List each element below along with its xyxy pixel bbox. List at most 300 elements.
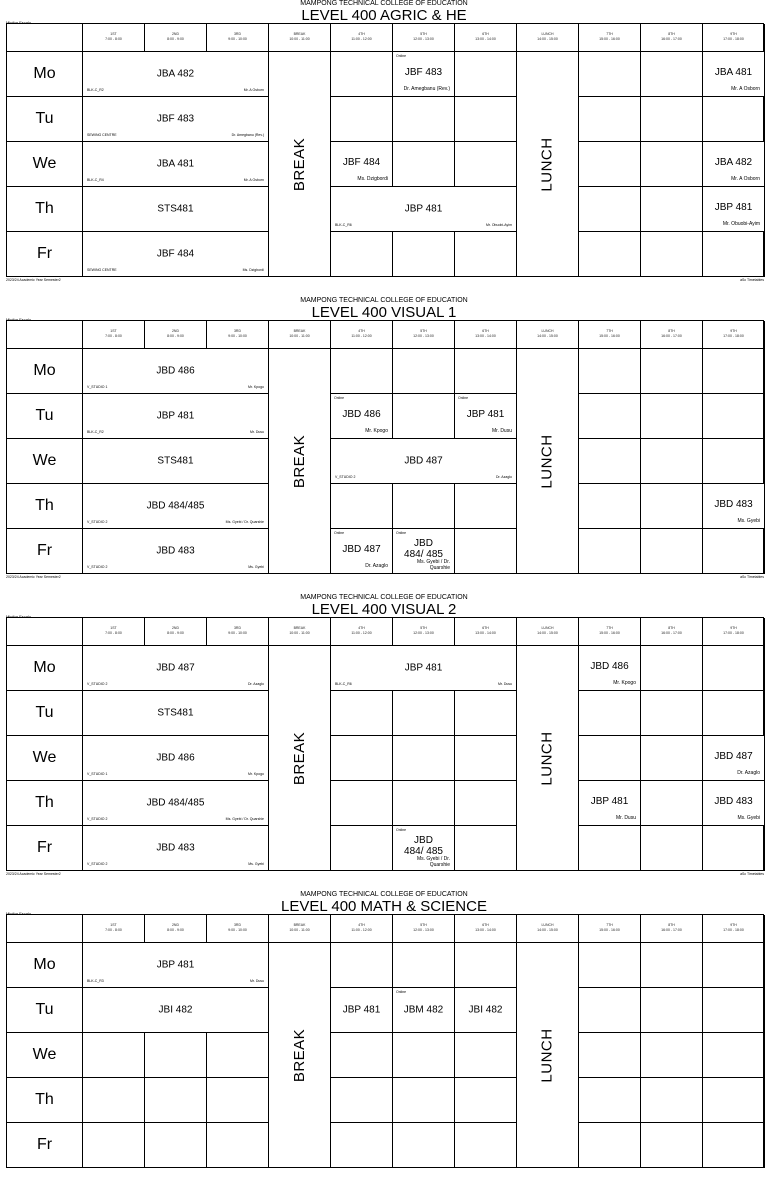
empty-slot [641, 646, 703, 691]
empty-slot [393, 142, 455, 187]
period-name: 6TH [482, 329, 489, 333]
timetable-section [0, 0, 768, 297]
period-header [455, 618, 517, 646]
lesson-room: V_STUDIO 2 [87, 565, 108, 569]
period-header [207, 915, 269, 943]
lesson-subject: JBP 481 [404, 662, 443, 674]
period-header [83, 618, 145, 646]
period-header [703, 24, 765, 52]
period-name: 5TH [420, 626, 427, 630]
period-name: 3RD [233, 923, 241, 927]
period-name: 3RD [233, 626, 241, 630]
lesson-subject: JBF 484 [156, 248, 195, 260]
lesson-room: BLK-C_R2 [87, 430, 104, 434]
period-name: 9TH [730, 626, 737, 630]
lesson-cell [83, 142, 269, 187]
lesson-room: BLK-C_R6 [335, 223, 352, 227]
lunch-column [517, 646, 579, 871]
empty-slot [703, 691, 765, 736]
break-column-label: BREAK [290, 434, 308, 488]
empty-slot [641, 736, 703, 781]
empty-slot [331, 232, 393, 277]
lesson-teacher: Mr. Dusu [491, 428, 512, 434]
empty-slot [331, 1123, 393, 1168]
online-badge: Online [396, 828, 407, 832]
lesson-room: BLK-C_R2 [87, 88, 104, 92]
corner-cell [7, 24, 83, 52]
period-name: 8TH [668, 923, 675, 927]
lesson-subject: JBD 483 [714, 499, 753, 510]
lesson-teacher: Dr. Azaglo [365, 563, 388, 569]
empty-slot [393, 943, 455, 988]
empty-slot [331, 691, 393, 736]
lesson-teacher: Ms. Gyebi [737, 815, 760, 821]
period-header [331, 915, 393, 943]
period-time: 8:00 - 9:00 [167, 928, 184, 932]
footer-academic-year: 2023/24 Academic Year Semester2 [6, 278, 61, 282]
lesson-subject: JBD 486 [156, 752, 195, 764]
day-cell: Mo [7, 646, 83, 691]
lesson-room: V_STUDIO 2 [335, 475, 356, 479]
empty-slot [703, 646, 765, 691]
lesson-cell [455, 988, 517, 1033]
empty-slot [703, 943, 765, 988]
period-header [703, 618, 765, 646]
period-header [641, 618, 703, 646]
period-header [455, 915, 517, 943]
empty-slot [83, 1078, 145, 1123]
lesson-cell [331, 529, 393, 574]
empty-slot [703, 97, 765, 142]
period-name: 9TH [730, 923, 737, 927]
college-name: MAMPONG TECHNICAL COLLEGE OF EDUCATION [300, 594, 468, 601]
day-cell: Mo [7, 52, 83, 97]
empty-slot [145, 1078, 207, 1123]
period-time: 11:00 - 12:00 [351, 37, 372, 41]
period-time: 17:00 - 18:00 [723, 37, 744, 41]
empty-slot [331, 52, 393, 97]
lunch-column [517, 52, 579, 277]
timetable-title: LEVEL 400 VISUAL 1 [311, 304, 457, 321]
empty-slot [579, 232, 641, 277]
empty-slot [703, 439, 765, 484]
lesson-subject: JBD 484/ 485 [404, 538, 443, 560]
empty-slot [455, 232, 517, 277]
lunch-column [517, 943, 579, 1168]
lesson-teacher: Dr. Azaglo [496, 475, 512, 479]
period-name: LUNCH [541, 626, 554, 630]
lesson-teacher: Mr. Dusu [497, 682, 512, 686]
lesson-cell [331, 439, 517, 484]
period-header [145, 321, 207, 349]
period-header [145, 618, 207, 646]
timetable-title: LEVEL 400 VISUAL 2 [311, 601, 457, 618]
empty-slot [455, 736, 517, 781]
lesson-cell [393, 52, 455, 97]
lesson-cell [579, 646, 641, 691]
empty-slot [331, 1078, 393, 1123]
period-name: 1ST [110, 329, 117, 333]
empty-slot [455, 1078, 517, 1123]
online-badge: Online [334, 396, 345, 400]
empty-slot [641, 232, 703, 277]
lesson-teacher: Mr. Kpogo [248, 385, 264, 389]
empty-slot [703, 1033, 765, 1078]
lesson-subject: JBD 483 [156, 545, 195, 557]
period-header [393, 24, 455, 52]
footer-generator: aSc Timetables [740, 872, 764, 876]
timetable-section [0, 297, 768, 594]
timetable-section [0, 891, 768, 1188]
lesson-cell [83, 484, 269, 529]
period-time: 11:00 - 12:00 [351, 928, 372, 932]
lesson-subject: JBD 484/485 [146, 500, 205, 512]
period-name: 4TH [358, 626, 365, 630]
online-badge: Online [396, 990, 407, 994]
lesson-teacher: Mr. Kpogo [248, 772, 264, 776]
break-column-label: BREAK [290, 137, 308, 191]
lunch-column-label: LUNCH [539, 433, 556, 489]
period-time: 10:00 - 11:00 [289, 928, 310, 932]
period-header [703, 321, 765, 349]
period-name: 6TH [482, 923, 489, 927]
period-name: 1ST [110, 32, 117, 36]
period-header [207, 24, 269, 52]
period-time: 9:00 - 10:00 [228, 334, 247, 338]
lesson-teacher: Ms. Gyebi [737, 518, 760, 524]
lesson-teacher: Mr. A Osborn [243, 88, 264, 92]
school-label: Mintha Escalo [6, 614, 32, 619]
empty-slot [207, 1078, 269, 1123]
period-header [207, 321, 269, 349]
lesson-room: V_STUDIO 2 [87, 520, 108, 524]
lesson-cell [83, 394, 269, 439]
period-time: 9:00 - 10:00 [228, 928, 247, 932]
period-header [331, 24, 393, 52]
lesson-subject: JBA 482 [714, 157, 753, 168]
lunch-column-label: LUNCH [539, 136, 556, 192]
lesson-subject: JBD 486 [342, 409, 381, 420]
empty-slot [393, 97, 455, 142]
day-cell: Mo [7, 349, 83, 394]
empty-slot [331, 736, 393, 781]
footer-generator: aSc Timetables [740, 575, 764, 579]
empty-slot [579, 394, 641, 439]
period-time: 11:00 - 12:00 [351, 631, 372, 635]
empty-slot [331, 484, 393, 529]
lesson-subject: JBP 481 [590, 796, 629, 807]
period-time: 17:00 - 18:00 [723, 334, 744, 338]
day-cell: Th [7, 781, 83, 826]
period-header [393, 321, 455, 349]
period-time: 17:00 - 18:00 [723, 928, 744, 932]
period-header [331, 321, 393, 349]
period-time: 15:00 - 16:00 [599, 334, 620, 338]
period-header [145, 24, 207, 52]
lesson-teacher: Dr. Azaglo [248, 682, 264, 686]
empty-slot [455, 484, 517, 529]
empty-slot [641, 988, 703, 1033]
period-name: 3RD [233, 329, 241, 333]
empty-slot [641, 1033, 703, 1078]
day-cell: Tu [7, 988, 83, 1033]
period-time: 15:00 - 16:00 [599, 37, 620, 41]
empty-slot [641, 529, 703, 574]
empty-slot [331, 826, 393, 871]
period-header [641, 321, 703, 349]
break-column [269, 943, 331, 1168]
empty-slot [331, 97, 393, 142]
empty-slot [641, 691, 703, 736]
lesson-room: BLK-C_R6 [335, 682, 352, 686]
period-name: 7TH [606, 32, 613, 36]
day-cell: Th [7, 484, 83, 529]
period-time: 14:00 - 15:00 [537, 37, 558, 41]
lesson-cell [83, 988, 269, 1033]
empty-slot [579, 349, 641, 394]
lesson-cell [83, 781, 269, 826]
empty-slot [455, 349, 517, 394]
period-header [579, 618, 641, 646]
period-header [331, 618, 393, 646]
period-time: 16:00 - 17:00 [661, 37, 682, 41]
lesson-cell [579, 781, 641, 826]
day-cell: Fr [7, 1123, 83, 1168]
empty-slot [393, 691, 455, 736]
empty-slot [641, 142, 703, 187]
empty-slot [579, 52, 641, 97]
lesson-subject: JBD 483 [714, 796, 753, 807]
period-header [641, 24, 703, 52]
empty-slot [393, 349, 455, 394]
footer-generator: aSc Timetables [740, 278, 764, 282]
period-header [517, 24, 579, 52]
online-badge: Online [458, 396, 469, 400]
lesson-subject: JBM 482 [403, 1004, 444, 1016]
lesson-subject: JBA 482 [156, 68, 195, 80]
period-name: 8TH [668, 626, 675, 630]
empty-slot [455, 781, 517, 826]
lesson-cell [331, 646, 517, 691]
period-name: LUNCH [541, 329, 554, 333]
day-cell: We [7, 1033, 83, 1078]
period-name: 6TH [482, 32, 489, 36]
period-time: 10:00 - 11:00 [289, 631, 310, 635]
lesson-teacher: Ms. Gyebi / Dr. Quarshie [225, 520, 264, 524]
period-time: 13:00 - 14:00 [475, 631, 496, 635]
empty-slot [393, 394, 455, 439]
period-name: 2ND [171, 923, 179, 927]
period-time: 16:00 - 17:00 [661, 928, 682, 932]
timetable-title: LEVEL 400 MATH & SCIENCE [281, 898, 487, 915]
period-time: 14:00 - 15:00 [537, 631, 558, 635]
lesson-cell [703, 781, 765, 826]
period-header [269, 24, 331, 52]
lunch-column-label: LUNCH [539, 730, 556, 786]
period-name: 4TH [358, 923, 365, 927]
online-badge: Online [396, 54, 407, 58]
lesson-cell [83, 826, 269, 871]
lesson-teacher: Mr. A Osborn [731, 86, 760, 92]
lesson-cell [83, 97, 269, 142]
period-name: 2ND [171, 32, 179, 36]
period-time: 14:00 - 15:00 [537, 928, 558, 932]
lesson-cell [331, 187, 517, 232]
lesson-subject: JBP 481 [714, 202, 753, 213]
empty-slot [455, 142, 517, 187]
period-header [269, 915, 331, 943]
lesson-teacher: Mr. Dusu [615, 815, 636, 821]
period-name: 5TH [420, 329, 427, 333]
day-cell: Mo [7, 943, 83, 988]
online-badge: Online [396, 531, 407, 535]
lesson-cell [331, 142, 393, 187]
period-time: 16:00 - 17:00 [661, 631, 682, 635]
period-name: BREAK [293, 32, 306, 36]
lesson-cell [703, 187, 765, 232]
empty-slot [331, 1033, 393, 1078]
lesson-cell [83, 52, 269, 97]
footer-academic-year: 2023/24 Academic Year Semester2 [6, 575, 61, 579]
lesson-subject: JBA 481 [714, 67, 753, 78]
period-name: LUNCH [541, 923, 554, 927]
period-name: 9TH [730, 32, 737, 36]
lesson-teacher: Mr. Kpogo [365, 428, 388, 434]
period-time: 9:00 - 10:00 [228, 37, 247, 41]
lesson-subject: JBF 483 [404, 67, 443, 78]
empty-slot [455, 1123, 517, 1168]
lesson-subject: STS481 [157, 203, 194, 215]
lesson-subject: STS481 [157, 707, 194, 719]
lesson-subject: JBD 483 [156, 842, 195, 854]
lesson-teacher: Ms. Gyebi [248, 862, 264, 866]
empty-slot [393, 781, 455, 826]
period-time: 8:00 - 9:00 [167, 37, 184, 41]
period-name: BREAK [293, 329, 306, 333]
empty-slot [455, 52, 517, 97]
period-name: 3RD [233, 32, 241, 36]
school-label: Mintha Escalo [6, 911, 32, 916]
lesson-room: V_STUDIO 2 [87, 682, 108, 686]
period-time: 14:00 - 15:00 [537, 334, 558, 338]
period-header [269, 321, 331, 349]
period-header [269, 618, 331, 646]
period-name: 7TH [606, 329, 613, 333]
period-time: 10:00 - 11:00 [289, 37, 310, 41]
empty-slot [641, 187, 703, 232]
lesson-teacher: Ms. Gyebi / Dr. Quarshie [225, 817, 264, 821]
period-time: 15:00 - 16:00 [599, 928, 620, 932]
empty-slot [145, 1033, 207, 1078]
period-header [393, 618, 455, 646]
empty-slot [641, 439, 703, 484]
lesson-subject: JBF 484 [342, 157, 381, 168]
timetable-grid [6, 617, 764, 871]
empty-slot [579, 187, 641, 232]
empty-slot [393, 1123, 455, 1168]
lesson-cell [83, 232, 269, 277]
period-header [455, 24, 517, 52]
period-time: 13:00 - 14:00 [475, 37, 496, 41]
corner-cell [7, 915, 83, 943]
empty-slot [83, 1033, 145, 1078]
empty-slot [393, 484, 455, 529]
period-time: 10:00 - 11:00 [289, 334, 310, 338]
empty-slot [331, 781, 393, 826]
lesson-cell [703, 736, 765, 781]
day-cell: Fr [7, 826, 83, 871]
period-header [393, 915, 455, 943]
period-header [579, 24, 641, 52]
lesson-subject: STS481 [157, 455, 194, 467]
lesson-cell [703, 142, 765, 187]
empty-slot [331, 943, 393, 988]
lesson-teacher: Ms. Gyebi / Dr. Quarshie [416, 856, 450, 868]
lesson-room: BLK-C_R3 [87, 979, 104, 983]
period-time: 11:00 - 12:00 [351, 334, 372, 338]
period-name: 1ST [110, 923, 117, 927]
corner-cell [7, 321, 83, 349]
lesson-room: V_STUDIO 1 [87, 772, 108, 776]
lesson-teacher: Mr. Obuobi-Ayim [486, 223, 512, 227]
timetable-grid [6, 914, 764, 1168]
lesson-teacher: Ms. Gyebi / Dr. Quarshie [416, 559, 450, 571]
lesson-cell [83, 187, 269, 232]
period-name: 2ND [171, 626, 179, 630]
period-header [455, 321, 517, 349]
online-badge: Online [334, 531, 345, 535]
lesson-cell [83, 529, 269, 574]
break-column [269, 52, 331, 277]
lesson-subject: JBD 487 [404, 455, 443, 467]
period-name: 7TH [606, 626, 613, 630]
period-name: LUNCH [541, 32, 554, 36]
lesson-teacher: Mr. Obuobi-Ayim [722, 221, 760, 227]
lesson-cell [331, 394, 393, 439]
break-column [269, 349, 331, 574]
period-header [579, 915, 641, 943]
lunch-column [517, 349, 579, 574]
period-time: 12:00 - 13:00 [413, 631, 434, 635]
day-cell: Tu [7, 394, 83, 439]
period-header [83, 915, 145, 943]
period-header [83, 321, 145, 349]
lesson-cell [703, 484, 765, 529]
lesson-room: BLK-C_R4 [87, 178, 104, 182]
lesson-subject: JBI 482 [468, 1004, 503, 1016]
empty-slot [579, 988, 641, 1033]
period-name: 8TH [668, 329, 675, 333]
lesson-subject: JBA 481 [156, 158, 195, 170]
corner-cell [7, 618, 83, 646]
lesson-teacher: Ms. Gyebi [248, 565, 264, 569]
period-time: 7:00 - 8:00 [105, 928, 122, 932]
lesson-teacher: Mr. Dusu [249, 430, 264, 434]
footer-academic-year: 2023/24 Academic Year Semester2 [6, 872, 61, 876]
period-time: 17:00 - 18:00 [723, 631, 744, 635]
timetable-grid [6, 320, 764, 574]
lesson-teacher: Dr. Amegbanu (Rev.) [403, 86, 450, 92]
empty-slot [455, 1033, 517, 1078]
period-name: 4TH [358, 329, 365, 333]
empty-slot [641, 1078, 703, 1123]
empty-slot [331, 349, 393, 394]
period-time: 12:00 - 13:00 [413, 928, 434, 932]
period-time: 7:00 - 8:00 [105, 37, 122, 41]
period-name: 7TH [606, 923, 613, 927]
empty-slot [579, 691, 641, 736]
empty-slot [455, 529, 517, 574]
